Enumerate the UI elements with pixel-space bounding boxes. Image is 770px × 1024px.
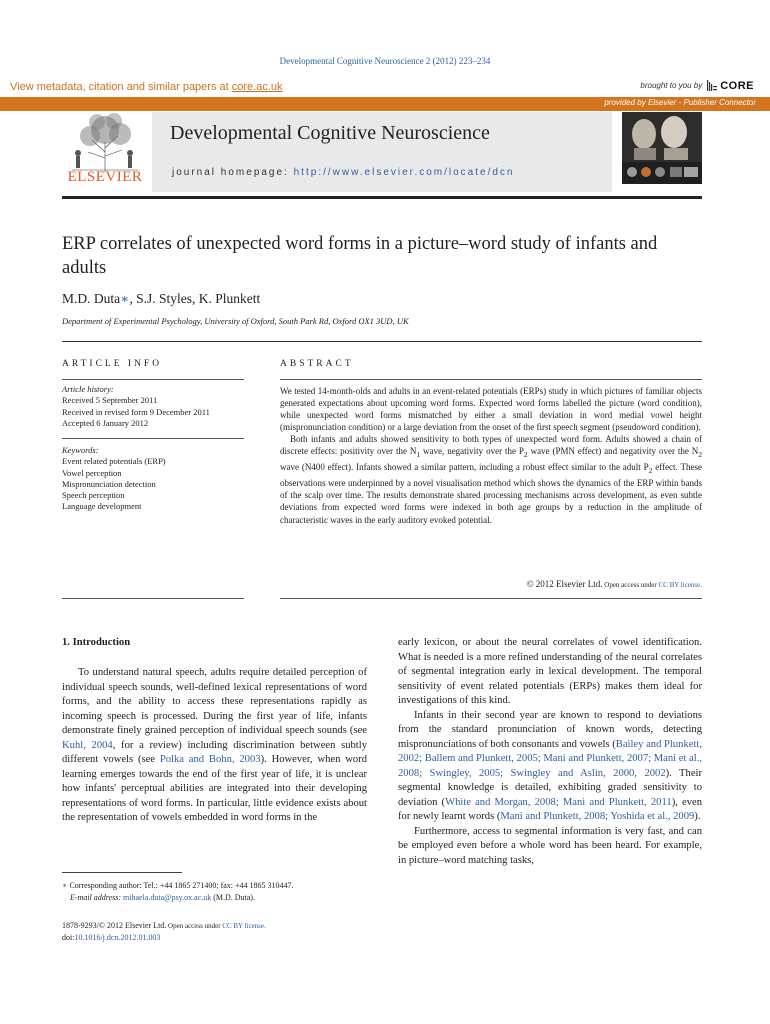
core-branding[interactable] [640,79,754,92]
issn-text: 1878-9293/© 2012 Elsevier Ltd. [62,921,167,930]
citation-link[interactable]: Bailey and Plunkett, 2002; Ballem and Plunkett, 2005; Mani and Plunkett, 2007; Mani et al., 2008; Swingley, 2005; Swingley and Aslin, 2000, 2002 [398,738,703,779]
journal-homepage [172,167,514,178]
accepted-date: Accepted 6 January 2012 [62,417,149,428]
core-metadata-link[interactable] [10,81,283,93]
brought-to-you-text: brought to you by [640,81,703,90]
history-label: Article history: [62,384,114,394]
email-label: E-mail address: [70,893,124,902]
corresponding-contact: Corresponding author: Tel.: +44 1865 271400; fax: +44 1865 310447. [67,881,294,890]
abstract-copyright [280,579,702,589]
masthead-title-box [152,112,612,192]
intro-paragraph-cont: early lexicon, or about the neural correlates of vowel identification. What is needed is a more refined understanding of the neural correlates of segmental integration early in lexical development. The temporal sensitivity of event related potentials (ERPs) makes them ideal for investigations of this kind. [398,637,702,706]
elsevier-logo[interactable] [62,112,148,192]
open-access-note: Open access under [166,922,223,930]
journal-reference[interactable]: Developmental Cognitive Neuroscience 2 (2012) 223–234 [279,56,491,66]
info-bottom-rule [62,598,244,599]
doi-label: doi: [62,933,75,942]
core-provider-bar [0,97,770,111]
bottom-license-link[interactable]: CC BY license. [222,922,266,930]
masthead-rule [62,196,702,199]
keywords-label: Keywords: [62,445,99,455]
keyword: Vowel perception [62,467,122,478]
footnote-rule [62,872,182,873]
corresponding-author-footnote [62,880,372,904]
keyword: Speech perception [62,490,125,501]
homepage-label: journal homepage: [172,167,294,178]
cover-art-icon [622,112,702,184]
intro-paragraph-1: To understand natural speech, adults require detailed perception of individual speech sounds, well-defined lexical representations of word forms, and the ability to access these representations rapidly as incoming speech is processed. During the first year of life, infants demonstrate finely grained perception of individual speech sounds (see Kuhl, 2004, for a review) including discrimination between subtly different vowels (see Polka and Bohn, 2003). However, when word learning emerges towards the end of the first year of life, it is unclear how infants' perceptual abilities are integrated into their developing representations of word forms. In particular, little evidence exists about the representation of vowels embedded in word forms in the [62,667,367,823]
core-label: CORE [720,79,754,92]
provided-by-text[interactable]: provided by Elsevier - Publisher Connector [604,98,756,107]
abstract-rule [280,379,702,380]
corresponding-author-mark[interactable]: ∗ [120,291,130,306]
open-access-text: Open access under [602,581,659,589]
homepage-link[interactable]: http://www.elsevier.com/locate/dcn [293,167,515,178]
elsevier-wordmark: ELSEVIER [67,169,143,185]
article-info-rule [62,379,244,380]
core-link-prefix: View metadata, citation and similar papers at [10,81,232,93]
core-logo[interactable] [706,79,754,92]
citation-link[interactable]: Polka and Bohn, 2003 [159,754,261,765]
abstract-paragraph-2: Both infants and adults showed sensitivity to both types of unexpected word form. Adults showed a chain of discrete effects: positivity over the $N_1$ wave, negativity over the $P_2$ wave (PMN effect) and negativity over the $N_2$ wave (N400 effect). Infants showed a similar pattern, including a robust effect similar to the adult $P_2$ effect. These observations were underpinned by a novel visualisation method which shows the dynamics of the ERP within bands of the scalp over time. The results demonstrate shared processing mechanisms across development, as even subtle deviations from expected word forms were indexed in both age groups by a reduction in the amplitude of characteristic waves in the early auditory evoked potential. [280,434,703,525]
email-suffix: (M.D. Duta). [211,893,255,902]
author-email[interactable]: mihaela.duta@psy.ox.ac.uk [123,893,212,902]
keywords-block [62,445,244,513]
left-column-text [62,666,367,826]
intro-paragraph-3: Furthermore, access to segmental information is very fast, and can be employed even before a whole word has been heard. For example, in picture–word matching tasks, [398,825,702,866]
intro-paragraph-2: Infants in their second year are known to respond to deviations from the standard pronunciation of known words, detecting mispronunciations of both consonants and vowels (Bailey and Plunkett, 2002; Ballem and Plunkett, 2005; Mani and Plunkett, 2007; Mani et al., 2008; Swingley, 2005; Swingley and Aslin, 2000, 2002). Their segmental knowledge is detailed, exhibiting graded sensitivity to deviation (White and Morgan, 2008; Mani and Plunkett, 2011), even for newly learnt words (Mani and Plunkett, 2008; Yoshida et al., 2009). [398,709,703,822]
article-history [62,384,244,429]
abstract-heading: ABSTRACT [280,359,354,369]
title-rule [62,341,702,342]
other-authors[interactable]: , S.J. Styles, K. Plunkett [129,291,261,306]
history-rule [62,438,244,439]
journal-title: Developmental Cognitive Neuroscience [170,122,490,144]
copyright-text: © 2012 Elsevier Ltd. [526,579,603,589]
section-heading-introduction: 1. Introduction [62,637,131,648]
article-title: ERP correlates of unexpected word forms in a picture–word study of infants and adults [62,234,658,278]
doi-link[interactable]: 10.1016/j.dcn.2012.01.003 [74,933,161,942]
journal-cover-image[interactable] [622,112,702,184]
elsevier-tree-icon [62,112,148,174]
journal-masthead [62,112,702,194]
citation-link[interactable]: Kuhl, 2004 [62,739,113,751]
citation-link[interactable]: Mani and Plunkett, 2008; Yoshida et al., 2009 [500,811,695,822]
core-link-domain[interactable]: core.ac.uk [231,81,283,93]
license-link[interactable]: CC BY license. [658,581,702,589]
abstract-paragraph-1: We tested 14-month-olds and adults in an event-related potentials (ERPs) study in which pictures of familiar objects generated expectations about upcoming word forms. Expected word forms labelled the picture (word condition), while unexpected word forms mismatched by either a small deviation in word medial vowel height (mispronunciation condition) or a large deviation from the onset of the first speech segment (pseudoword condition). [280,386,702,433]
revised-date: Received in revised form 9 December 2011 [62,406,210,417]
keyword: Language development [62,501,142,512]
keyword: Mispronunciation detection [62,478,156,489]
core-bar [0,79,770,97]
author-list [62,291,260,307]
article-info-heading: ARTICLE INFO [62,359,163,369]
author-duta[interactable]: M.D. Duta [62,291,121,306]
keyword: Event related potentials (ERP) [62,456,166,467]
footnote-mark: ∗ [62,881,68,890]
affiliation: Department of Experimental Psychology, University of Oxford, South Park Rd, Oxford OX1 3UD, UK [62,316,409,326]
abstract-bottom-rule [280,598,702,599]
citation-link[interactable]: White and Morgan, 2008; Mani and Plunkett, 2011 [445,796,672,808]
right-column-text [398,636,702,868]
received-date: Received 5 September 2011 [62,395,158,406]
abstract-body [280,385,702,526]
core-icon [706,79,718,92]
issn-doi-block [62,920,372,944]
